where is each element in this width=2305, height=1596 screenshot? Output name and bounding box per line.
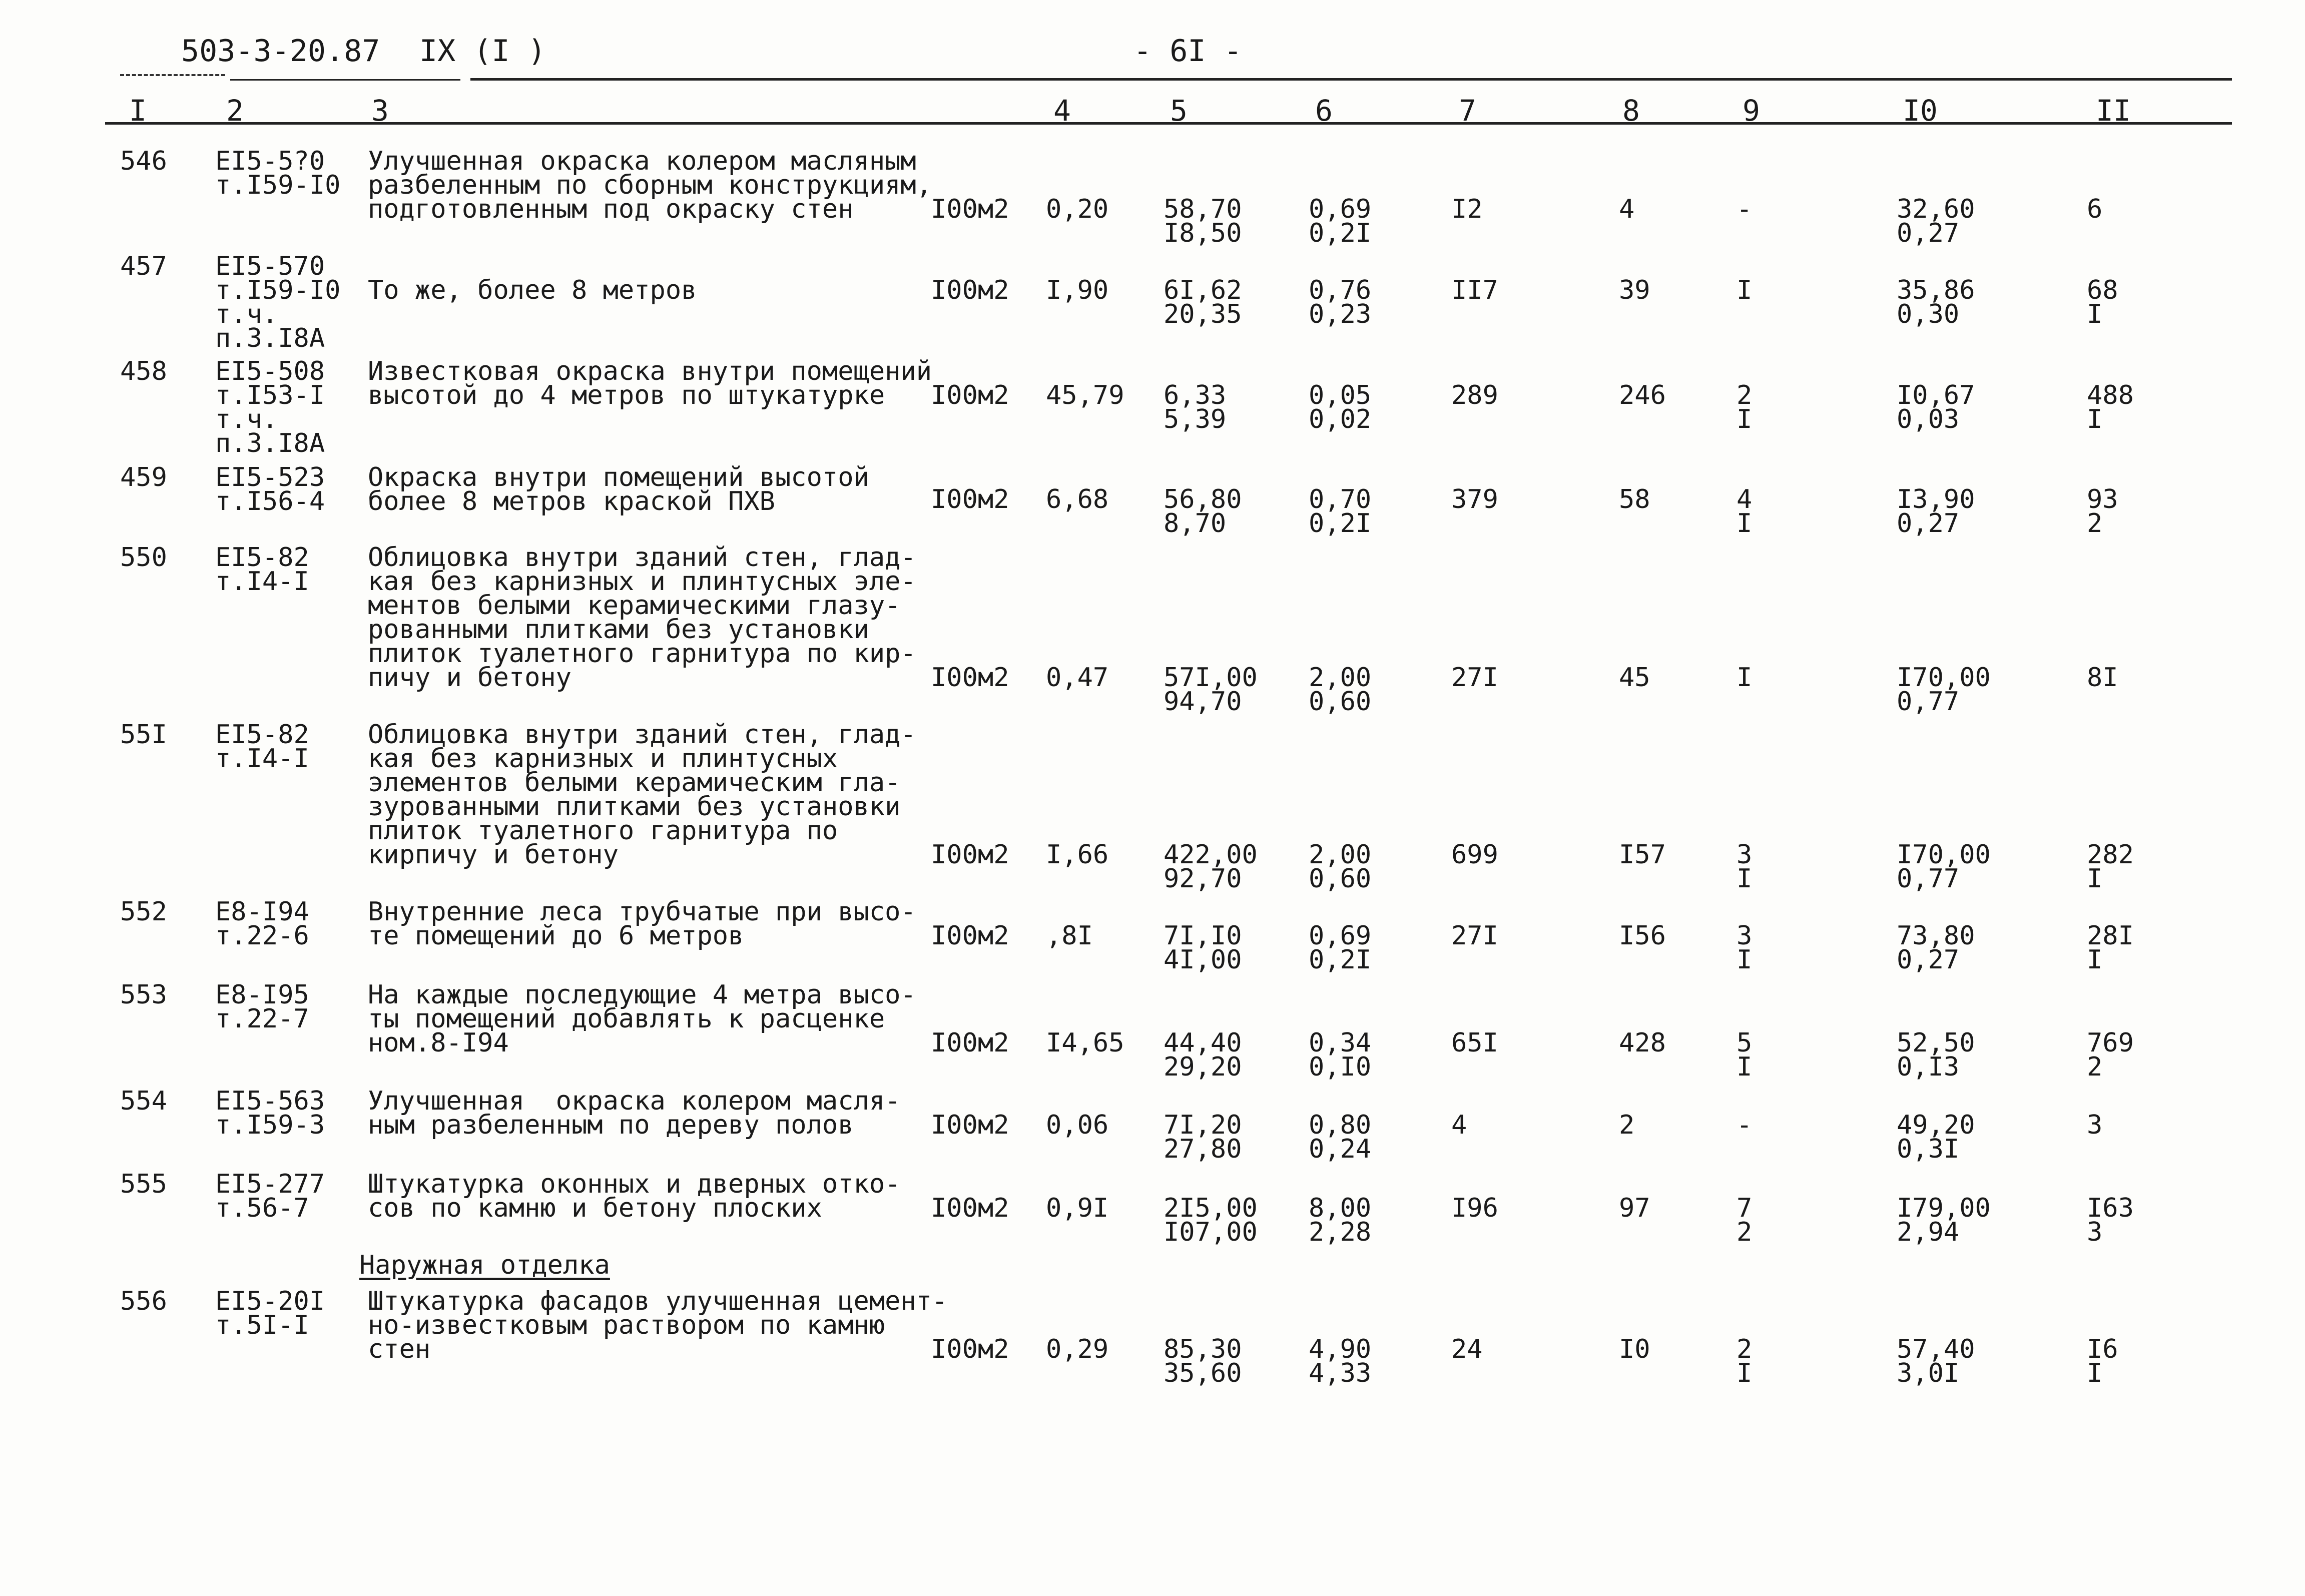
col-num-3: 3	[371, 94, 389, 128]
work-description: То же, более 8 метров	[368, 275, 697, 305]
col-5-value: 2I5,00 I07,00	[1164, 1193, 1258, 1247]
col-6-value: 0,80 0,24	[1309, 1110, 1372, 1164]
quantity: I,66	[1046, 840, 1109, 870]
col-5-value: 422,00 92,70	[1164, 840, 1258, 894]
quantity: I,90	[1046, 275, 1109, 305]
unit: I00м2	[931, 275, 1009, 305]
col-9-value: -	[1737, 194, 1753, 224]
header-rule-top	[470, 78, 2232, 81]
col-6-value: 0,34 0,I0	[1309, 1028, 1372, 1082]
row-number: 458	[120, 356, 167, 386]
col-7-value: 699	[1451, 840, 1498, 870]
col-6-value: 0,70 0,2I	[1309, 484, 1372, 539]
section-heading: Наружная отделка	[359, 1250, 610, 1280]
col-num-1: I	[129, 94, 147, 128]
col-5-value: 44,40 29,20	[1164, 1028, 1242, 1082]
work-description: Улучшенная окраска колером масля- ным разбеленным по дереву полов	[368, 1086, 901, 1140]
col-11-value: 282 I	[2087, 840, 2134, 894]
quantity: 0,47	[1046, 663, 1109, 693]
col-8-value: 246	[1619, 380, 1666, 410]
col-11-value: 6	[2087, 194, 2103, 224]
col-10-value: 52,50 0,I3	[1897, 1028, 1975, 1082]
col-5-value: 7I,I0 4I,00	[1164, 921, 1242, 975]
col-6-value: 4,90 4,33	[1309, 1334, 1372, 1388]
col-8-value: 58	[1619, 484, 1650, 514]
col-7-value: 4	[1451, 1110, 1467, 1140]
norm-code: EI5-508 т.I53-I т.ч. п.3.I8A	[215, 356, 325, 458]
col-6-value: 0,05 0,02	[1309, 380, 1372, 434]
col-10-value: 32,60 0,27	[1897, 194, 1975, 248]
norm-code: EI5-82 т.I4-I	[215, 720, 309, 774]
quantity: 0,9I	[1046, 1193, 1109, 1223]
col-num-7: 7	[1459, 94, 1476, 128]
col-11-value: 93 2	[2087, 484, 2118, 539]
work-description: Штукатурка фасадов улучшенная цемент- но-известковым раствором по камню стен	[368, 1286, 948, 1364]
col-9-value: I	[1737, 663, 1753, 693]
col-7-value: II7	[1451, 275, 1498, 305]
col-8-value: 4	[1619, 194, 1635, 224]
col-5-value: 58,70 I8,50	[1164, 194, 1242, 248]
col-8-value: I57	[1619, 840, 1666, 870]
col-9-value: -	[1737, 1110, 1753, 1140]
quantity: 45,79	[1046, 380, 1124, 410]
quantity: I4,65	[1046, 1028, 1124, 1058]
col-11-value: 3	[2087, 1110, 2103, 1140]
row-number: 459	[120, 462, 167, 492]
norm-code: EI5-277 т.56-7	[215, 1169, 325, 1223]
col-num-4: 4	[1053, 94, 1071, 128]
col-num-9: 9	[1743, 94, 1760, 128]
col-8-value: I0	[1619, 1334, 1650, 1364]
work-description: Окраска внутри помещений высотой более 8 метров краской ПХВ	[368, 462, 869, 516]
col-num-6: 6	[1315, 94, 1333, 128]
col-num-8: 8	[1622, 94, 1640, 128]
document-part: IX (I )	[419, 34, 546, 69]
document-code: 503-3-20.87	[181, 34, 380, 69]
work-description: Облицовка внутри зданий стен, глад- кая без карнизных и плинтусных эле- ментов белыми керамическими глазу- рованными плитками без установки плиток туалетного гарнитура по кир- пичу и бетону	[368, 543, 916, 693]
col-5-value: 6,33 5,39	[1164, 380, 1227, 434]
col-7-value: I96	[1451, 1193, 1498, 1223]
col-num-10: I0	[1903, 94, 1938, 128]
unit: I00м2	[931, 1028, 1009, 1058]
norm-code: EI5-570 т.I59-I0 т.ч. п.3.I8A	[215, 251, 341, 353]
col-num-2: 2	[226, 94, 244, 128]
row-number: 55I	[120, 720, 167, 750]
col-10-value: I70,00 0,77	[1897, 840, 1991, 894]
col-6-value: 0,76 0,23	[1309, 275, 1372, 329]
col-6-value: 8,00 2,28	[1309, 1193, 1372, 1247]
col-8-value: 45	[1619, 663, 1650, 693]
quantity: ,8I	[1046, 921, 1093, 951]
norm-code: EI5-5?0 т.I59-I0	[215, 146, 341, 200]
col-6-value: 2,00 0,60	[1309, 840, 1372, 894]
col-11-value: 8I	[2087, 663, 2118, 693]
col-8-value: 2	[1619, 1110, 1635, 1140]
row-number: 550	[120, 543, 167, 573]
col-7-value: 27I	[1451, 921, 1498, 951]
col-6-value: 2,00 0,60	[1309, 663, 1372, 717]
row-number: 552	[120, 897, 167, 927]
col-10-value: I0,67 0,03	[1897, 380, 1975, 434]
work-description: Внутренние леса трубчатые при высо- те помещений до 6 метров	[368, 897, 916, 951]
work-description: Улучшенная окраска колером масляным разбеленным по сборным конструкциям, подготовленным под окраску стен	[368, 146, 932, 224]
col-7-value: 289	[1451, 380, 1498, 410]
col-11-value: 488 I	[2087, 380, 2134, 434]
row-number: 555	[120, 1169, 167, 1199]
col-9-value: 2 I	[1737, 380, 1753, 434]
col-8-value: 428	[1619, 1028, 1666, 1058]
col-8-value: 97	[1619, 1193, 1650, 1223]
norm-code: EI5-523 т.I56-4	[215, 462, 325, 516]
unit: I00м2	[931, 380, 1009, 410]
col-10-value: I3,90 0,27	[1897, 484, 1975, 539]
unit: I00м2	[931, 1334, 1009, 1364]
col-11-value: 28I I	[2087, 921, 2134, 975]
col-10-value: I79,00 2,94	[1897, 1193, 1991, 1247]
col-6-value: 0,69 0,2I	[1309, 194, 1372, 248]
col-11-value: I63 3	[2087, 1193, 2134, 1247]
norm-code: E8-I94 т.22-6	[215, 897, 309, 951]
work-description: Известковая окраска внутри помещений высотой до 4 метров по штукатурке	[368, 356, 932, 410]
unit: I00м2	[931, 484, 1009, 514]
row-number: 553	[120, 980, 167, 1010]
col-9-value: 4 I	[1737, 484, 1753, 539]
col-7-value: 24	[1451, 1334, 1483, 1364]
work-description: На каждые последующие 4 метра высо- ты помещений добавлять к расценке ном.8-I94	[368, 980, 916, 1058]
col-6-value: 0,69 0,2I	[1309, 921, 1372, 975]
norm-code: EI5-82 т.I4-I	[215, 543, 309, 597]
col-8-value: I56	[1619, 921, 1666, 951]
col-9-value: 7 2	[1737, 1193, 1753, 1247]
header-dash-rule	[120, 74, 225, 76]
work-description: Облицовка внутри зданий стен, глад- кая без карнизных и плинтусных элементов белыми керамическим гла- зурованными плитками без установки плиток туалетного гарнитура по кирпичу и бетону	[368, 720, 916, 870]
col-5-value: 85,30 35,60	[1164, 1334, 1242, 1388]
norm-code: EI5-20I т.5I-I	[215, 1286, 325, 1340]
unit: I00м2	[931, 663, 1009, 693]
row-number: 457	[120, 251, 167, 281]
col-10-value: 57,40 3,0I	[1897, 1334, 1975, 1388]
col-11-value: 68 I	[2087, 275, 2118, 329]
col-7-value: 65I	[1451, 1028, 1498, 1058]
col-10-value: 49,20 0,3I	[1897, 1110, 1975, 1164]
col-7-value: I2	[1451, 194, 1483, 224]
col-11-value: 769 2	[2087, 1028, 2134, 1082]
col-5-value: 56,80 8,70	[1164, 484, 1242, 539]
col-5-value: 6I,62 20,35	[1164, 275, 1242, 329]
norm-code: E8-I95 т.22-7	[215, 980, 309, 1034]
quantity: 0,20	[1046, 194, 1109, 224]
col-7-value: 379	[1451, 484, 1498, 514]
unit: I00м2	[931, 1110, 1009, 1140]
row-number: 556	[120, 1286, 167, 1316]
quantity: 0,06	[1046, 1110, 1109, 1140]
col-num-11: II	[2096, 94, 2131, 128]
norm-code: EI5-563 т.I59-3	[215, 1086, 325, 1140]
row-number: 554	[120, 1086, 167, 1116]
unit: I00м2	[931, 921, 1009, 951]
col-10-value: 35,86 0,30	[1897, 275, 1975, 329]
unit: I00м2	[931, 1193, 1009, 1223]
page-number: - 6I -	[1133, 34, 1242, 69]
col-8-value: 39	[1619, 275, 1650, 305]
col-5-value: 57I,00 94,70	[1164, 663, 1258, 717]
unit: I00м2	[931, 840, 1009, 870]
col-9-value: 3 I	[1737, 921, 1753, 975]
col-10-value: 73,80 0,27	[1897, 921, 1975, 975]
unit: I00м2	[931, 194, 1009, 224]
col-9-value: 3 I	[1737, 840, 1753, 894]
quantity: 6,68	[1046, 484, 1109, 514]
col-7-value: 27I	[1451, 663, 1498, 693]
col-11-value: I6 I	[2087, 1334, 2118, 1388]
col-9-value: 5 I	[1737, 1028, 1753, 1082]
col-9-value: I	[1737, 275, 1753, 305]
header-rule-left	[230, 79, 460, 81]
col-num-5: 5	[1170, 94, 1188, 128]
col-5-value: 7I,20 27,80	[1164, 1110, 1242, 1164]
col-10-value: I70,00 0,77	[1897, 663, 1991, 717]
row-number: 546	[120, 146, 167, 176]
work-description: Штукатурка оконных и дверных отко- сов по камню и бетону плоских	[368, 1169, 901, 1223]
quantity: 0,29	[1046, 1334, 1109, 1364]
col-9-value: 2 I	[1737, 1334, 1753, 1388]
